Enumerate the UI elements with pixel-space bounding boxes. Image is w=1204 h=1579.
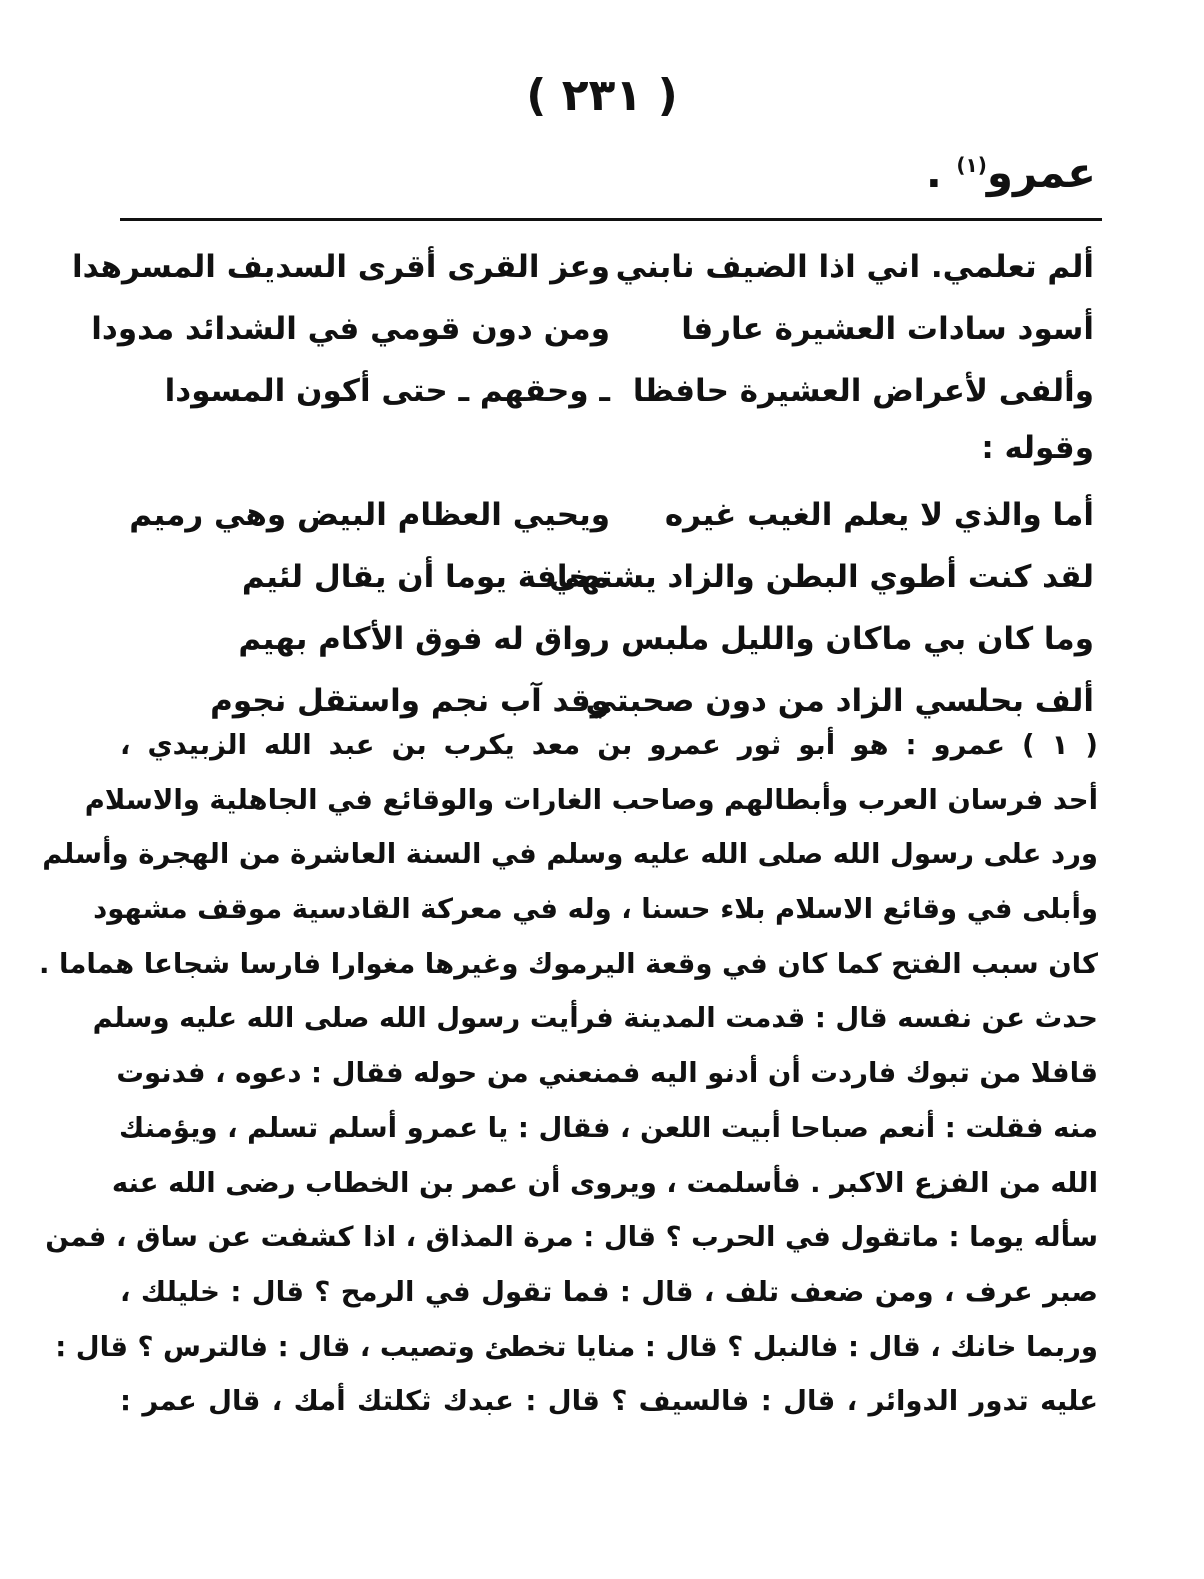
verse-first-hemistich: أسود سادات العشيرة عارفا	[681, 311, 1094, 347]
verse	[129, 484, 1094, 546]
verse	[165, 360, 1094, 422]
verse	[165, 546, 1094, 608]
poem-second	[129, 484, 1094, 732]
footnote-line: أحد فرسان العرب وأبطالهم وصاحب الغارات والوقائع في الجاهلية والاسلام	[84, 783, 1098, 816]
poem-intro-label: وقوله :	[981, 430, 1094, 466]
heading-title: عمرو	[986, 148, 1096, 197]
verse-second-hemistich: ـ وحقهم ـ حتى أكون المسودا	[164, 373, 610, 409]
verse-first-hemistich: أما والذي لا يعلم الغيب غيره	[664, 497, 1094, 533]
footnote-line: الله من الفزع الاكبر . فأسلمت ، ويروى أن عمر بن الخطاب رضى الله عنه	[111, 1166, 1098, 1199]
verse-first-hemistich: وألفى لأعراض العشيرة حافظا	[632, 373, 1094, 409]
verse-first-hemistich: ألف بحلسي الزاد من دون صحبتي	[585, 683, 1094, 719]
footnote-line: منه فقلت : أنعم صباحا أبيت اللعن ، فقال : يا عمرو أسلم تسلم ، ويؤمنك	[119, 1111, 1098, 1144]
verse-second-hemistich: ويحيي العظام البيض وهي رميم	[129, 497, 610, 533]
verse-first-hemistich: ألم تعلمي. اني اذا الضيف نابني	[615, 249, 1094, 285]
footnote-line: صبر عرف ، ومن ضعف تلف ، قال : فما تقول في الرمح ؟ قال : خليلك ،	[120, 1275, 1098, 1308]
section-heading	[926, 148, 1096, 197]
verse	[72, 236, 1094, 298]
verse	[91, 298, 1094, 360]
footnote	[39, 718, 1098, 1429]
footnote-line: كان سبب الفتح كما كان في وقعة اليرموك وغيرها مغوارا فارسا شجاعا هماما .	[39, 947, 1098, 980]
footnote-line: سأله يوما : ماتقول في الحرب ؟ قال : مرة المذاق ، اذا كشفت عن ساق ، فمن	[45, 1221, 1098, 1254]
poem-first	[72, 236, 1094, 422]
footnote-marker: (١)	[956, 153, 987, 177]
verse	[165, 608, 1094, 670]
verse-second-hemistich: وقد آب نجم واستقل نجوم	[210, 683, 610, 719]
heading-period: .	[925, 148, 942, 197]
footnote-line: وأبلى في وقائع الاسلام بلاء حسنا ، وله في معركة القادسية موقف مشهود	[93, 893, 1098, 926]
footnote-line: ( ١ ) عمرو : هو أبو ثور عمرو بن معد يكرب بن عبد الله الزبيدي ،	[120, 729, 1098, 761]
footnote-line: حدث عن نفسه قال : قدمت المدينة فرأيت رسول الله صلى الله عليه وسلم	[92, 1002, 1098, 1035]
verse-second-hemistich: ومن دون قومي في الشدائد مدودا	[91, 311, 610, 347]
footnote-line: عليه تدور الدوائر ، قال : فالسيف ؟ قال : عبدك ثكلتك أمك ، قال عمر :	[120, 1385, 1098, 1418]
footnote-line: ورد على رسول الله صلى الله عليه وسلم في السنة العاشرة من الهجرة وأسلم	[42, 838, 1098, 871]
verse-first-hemistich: وما كان بي ماكان والليل ملبس	[621, 621, 1094, 657]
horizontal-rule	[120, 218, 1102, 221]
footnote-line: قافلا من تبوك فاردت أن أدنو اليه فمنعني من حوله فقال : دعوه ، فدنوت	[116, 1057, 1098, 1090]
verse-second-hemistich: رواق له فوق الأكام بهيم	[238, 621, 610, 657]
verse-first-hemistich: لقد كنت أطوي البطن والزاد يشتهي	[548, 559, 1094, 595]
page-number: ( ٢٣١ )	[526, 70, 678, 121]
footnote-line: وربما خانك ، قال : فالنبل ؟ قال : منايا تخطئ وتصيب ، قال : فالترس ؟ قال :	[55, 1330, 1098, 1363]
verse-second-hemistich: وعز القرى أقرى السديف المسرهدا	[72, 249, 610, 285]
verse-second-hemistich: مخافة يوما أن يقال لئيم	[241, 559, 610, 595]
